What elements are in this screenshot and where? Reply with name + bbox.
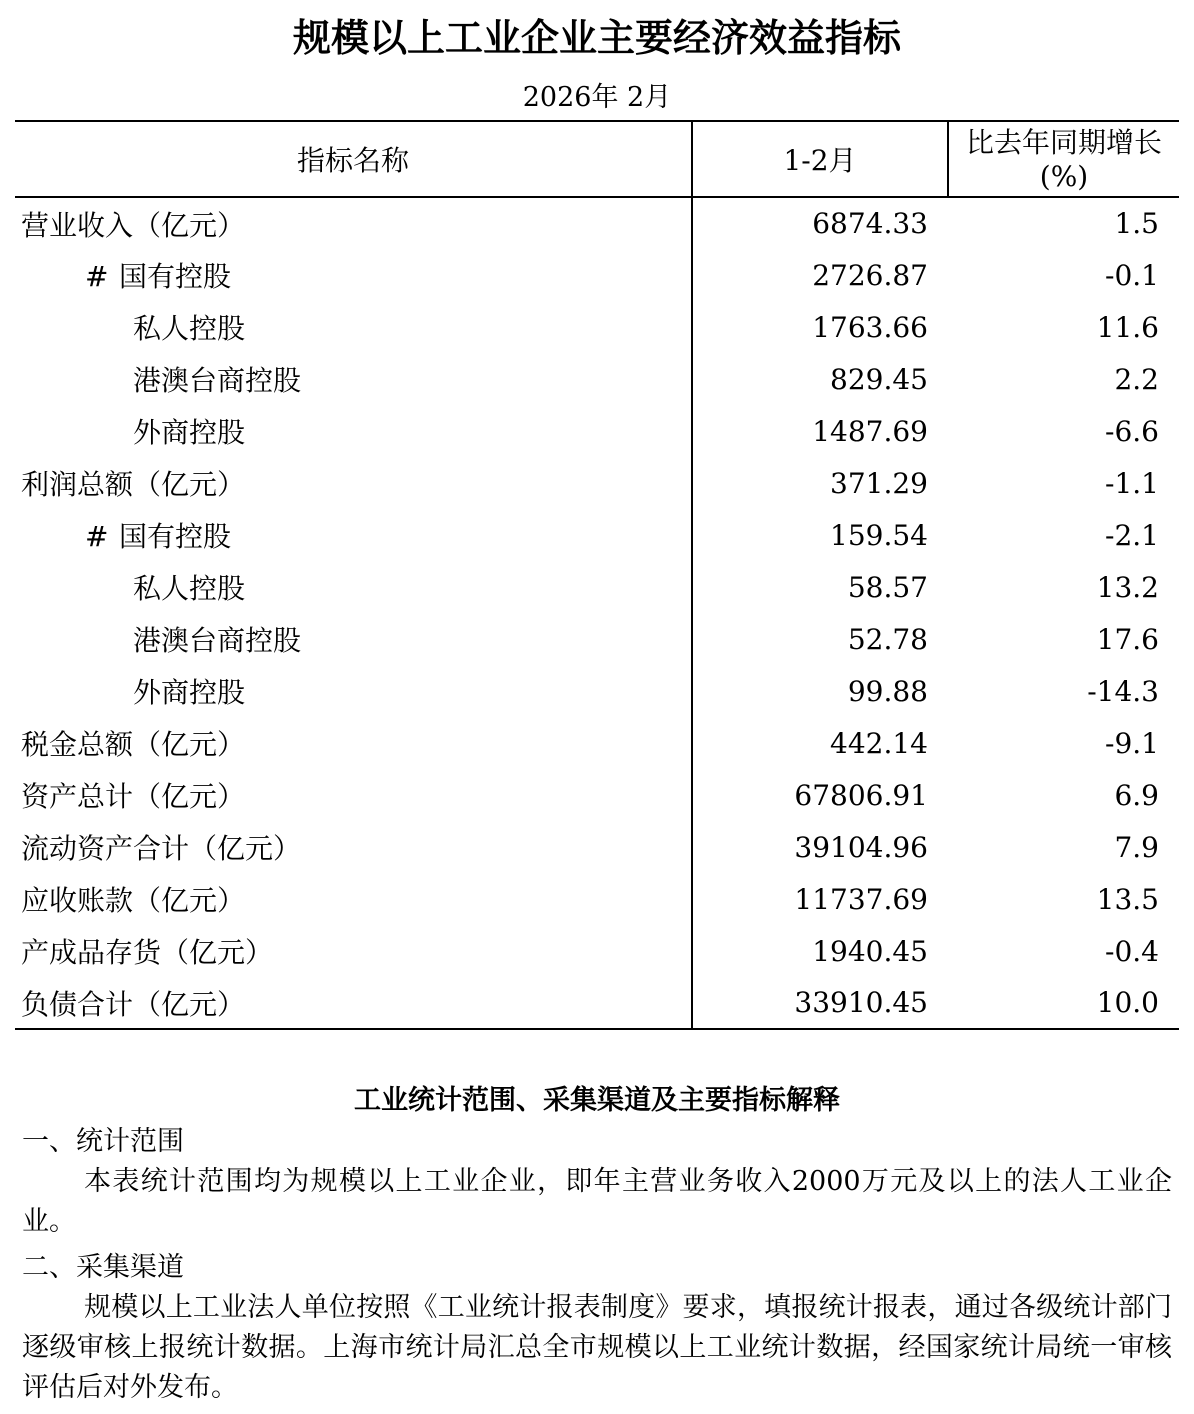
growth-value: 13.2 xyxy=(1096,570,1159,604)
indicator-name: 税金总额（亿元） xyxy=(15,717,692,769)
period-value: 58.57 xyxy=(847,570,928,604)
period-value: 67806.91 xyxy=(794,778,928,812)
table-row xyxy=(15,457,1179,509)
table-row xyxy=(15,561,1179,613)
growth-value: 2.2 xyxy=(1114,362,1159,396)
section-text-scope: 本表统计范围均为规模以上工业企业，即年主营业务收入2000万元及以上的法人工业企业。 xyxy=(22,1166,1172,1237)
indicator-name: 产成品存货（亿元） xyxy=(15,925,692,977)
period-value: 99.88 xyxy=(847,674,928,708)
table-row xyxy=(15,873,1179,925)
growth-value: -0.1 xyxy=(1105,258,1159,292)
period-value: 159.54 xyxy=(830,518,928,552)
growth-value: 11.6 xyxy=(1096,310,1159,344)
table-row xyxy=(15,509,1179,561)
indicator-name: 港澳台商控股 xyxy=(15,353,692,405)
notes-title: 工业统计范围、采集渠道及主要指标解释 xyxy=(354,1085,840,1116)
table-header-row xyxy=(15,121,1179,197)
period-value: 11737.69 xyxy=(794,882,928,916)
header-indicator-name: 指标名称 xyxy=(15,121,692,197)
period-value: 1940.45 xyxy=(812,934,928,968)
growth-value: 17.6 xyxy=(1096,622,1159,656)
period-value: 39104.96 xyxy=(794,830,928,864)
report-date: 2026年 2月 xyxy=(522,82,672,113)
period-value: 1763.66 xyxy=(812,310,928,344)
indicator-table xyxy=(15,120,1179,1030)
growth-value: -2.1 xyxy=(1105,518,1159,552)
indicator-name: 利润总额（亿元） xyxy=(15,457,692,509)
indicator-name: 国有控股 xyxy=(119,520,232,553)
section-heading-channel: 二、采集渠道 xyxy=(22,1252,184,1283)
growth-value: 13.5 xyxy=(1096,882,1159,916)
period-value: 52.78 xyxy=(847,622,928,656)
growth-value: 10.0 xyxy=(948,977,1179,1029)
indicator-name: 外商控股 xyxy=(15,665,692,717)
table-row xyxy=(15,977,1179,1029)
indicator-name: 资产总计（亿元） xyxy=(15,769,692,821)
period-value: 371.29 xyxy=(830,466,928,500)
table-row xyxy=(15,249,1179,301)
indicator-name: 应收账款（亿元） xyxy=(15,873,692,925)
table-row xyxy=(15,197,1179,249)
table-row xyxy=(15,665,1179,717)
table-row xyxy=(15,769,1179,821)
period-value: 1487.69 xyxy=(812,414,928,448)
growth-value: -9.1 xyxy=(1105,726,1159,760)
indicator-name: 外商控股 xyxy=(15,405,692,457)
table-row xyxy=(15,925,1179,977)
of-which-marker: # xyxy=(85,520,109,553)
indicator-name: 流动资产合计（亿元） xyxy=(15,821,692,873)
table-row xyxy=(15,405,1179,457)
indicator-name-cell xyxy=(15,509,692,561)
table-row xyxy=(15,821,1179,873)
period-value: 2726.87 xyxy=(812,258,928,292)
growth-value: -1.1 xyxy=(1105,466,1159,500)
table-row xyxy=(15,301,1179,353)
notes-section xyxy=(22,1080,1172,1414)
indicator-name: 营业收入（亿元） xyxy=(15,197,692,249)
period-value: 6874.33 xyxy=(812,207,928,240)
period-value: 33910.45 xyxy=(692,977,948,1029)
indicator-name: 私人控股 xyxy=(15,561,692,613)
indicator-name: 负债合计（亿元） xyxy=(15,977,692,1029)
header-growth: 比去年同期增长(%) xyxy=(948,121,1179,197)
growth-value: -14.3 xyxy=(1087,674,1159,708)
growth-value: -0.4 xyxy=(1105,934,1159,968)
header-period: 1-2月 xyxy=(692,121,948,197)
growth-value: -6.6 xyxy=(1105,414,1159,448)
section-heading-scope: 一、统计范围 xyxy=(22,1126,184,1157)
growth-value: 1.5 xyxy=(1114,207,1159,240)
growth-value: 7.9 xyxy=(1114,830,1159,864)
table-row xyxy=(15,613,1179,665)
table-row xyxy=(15,353,1179,405)
indicator-name: 私人控股 xyxy=(15,301,692,353)
period-value: 829.45 xyxy=(830,362,928,396)
indicator-name-cell xyxy=(15,249,692,301)
indicator-name: 国有控股 xyxy=(119,260,232,293)
page-title: 规模以上工业企业主要经济效益指标 xyxy=(292,16,901,60)
of-which-marker: # xyxy=(85,260,109,293)
table-row xyxy=(15,717,1179,769)
indicator-name: 港澳台商控股 xyxy=(15,613,692,665)
growth-value: 6.9 xyxy=(1114,778,1159,812)
period-value: 442.14 xyxy=(830,726,928,760)
section-text-channel: 规模以上工业法人单位按照《工业统计报表制度》要求，填报统计报表，通过各级统计部门逐级审核上报统计数据。上海市统计局汇总全市规模以上工业统计数据，经国家统计局统一审核评估后对外发布。 xyxy=(22,1292,1172,1403)
